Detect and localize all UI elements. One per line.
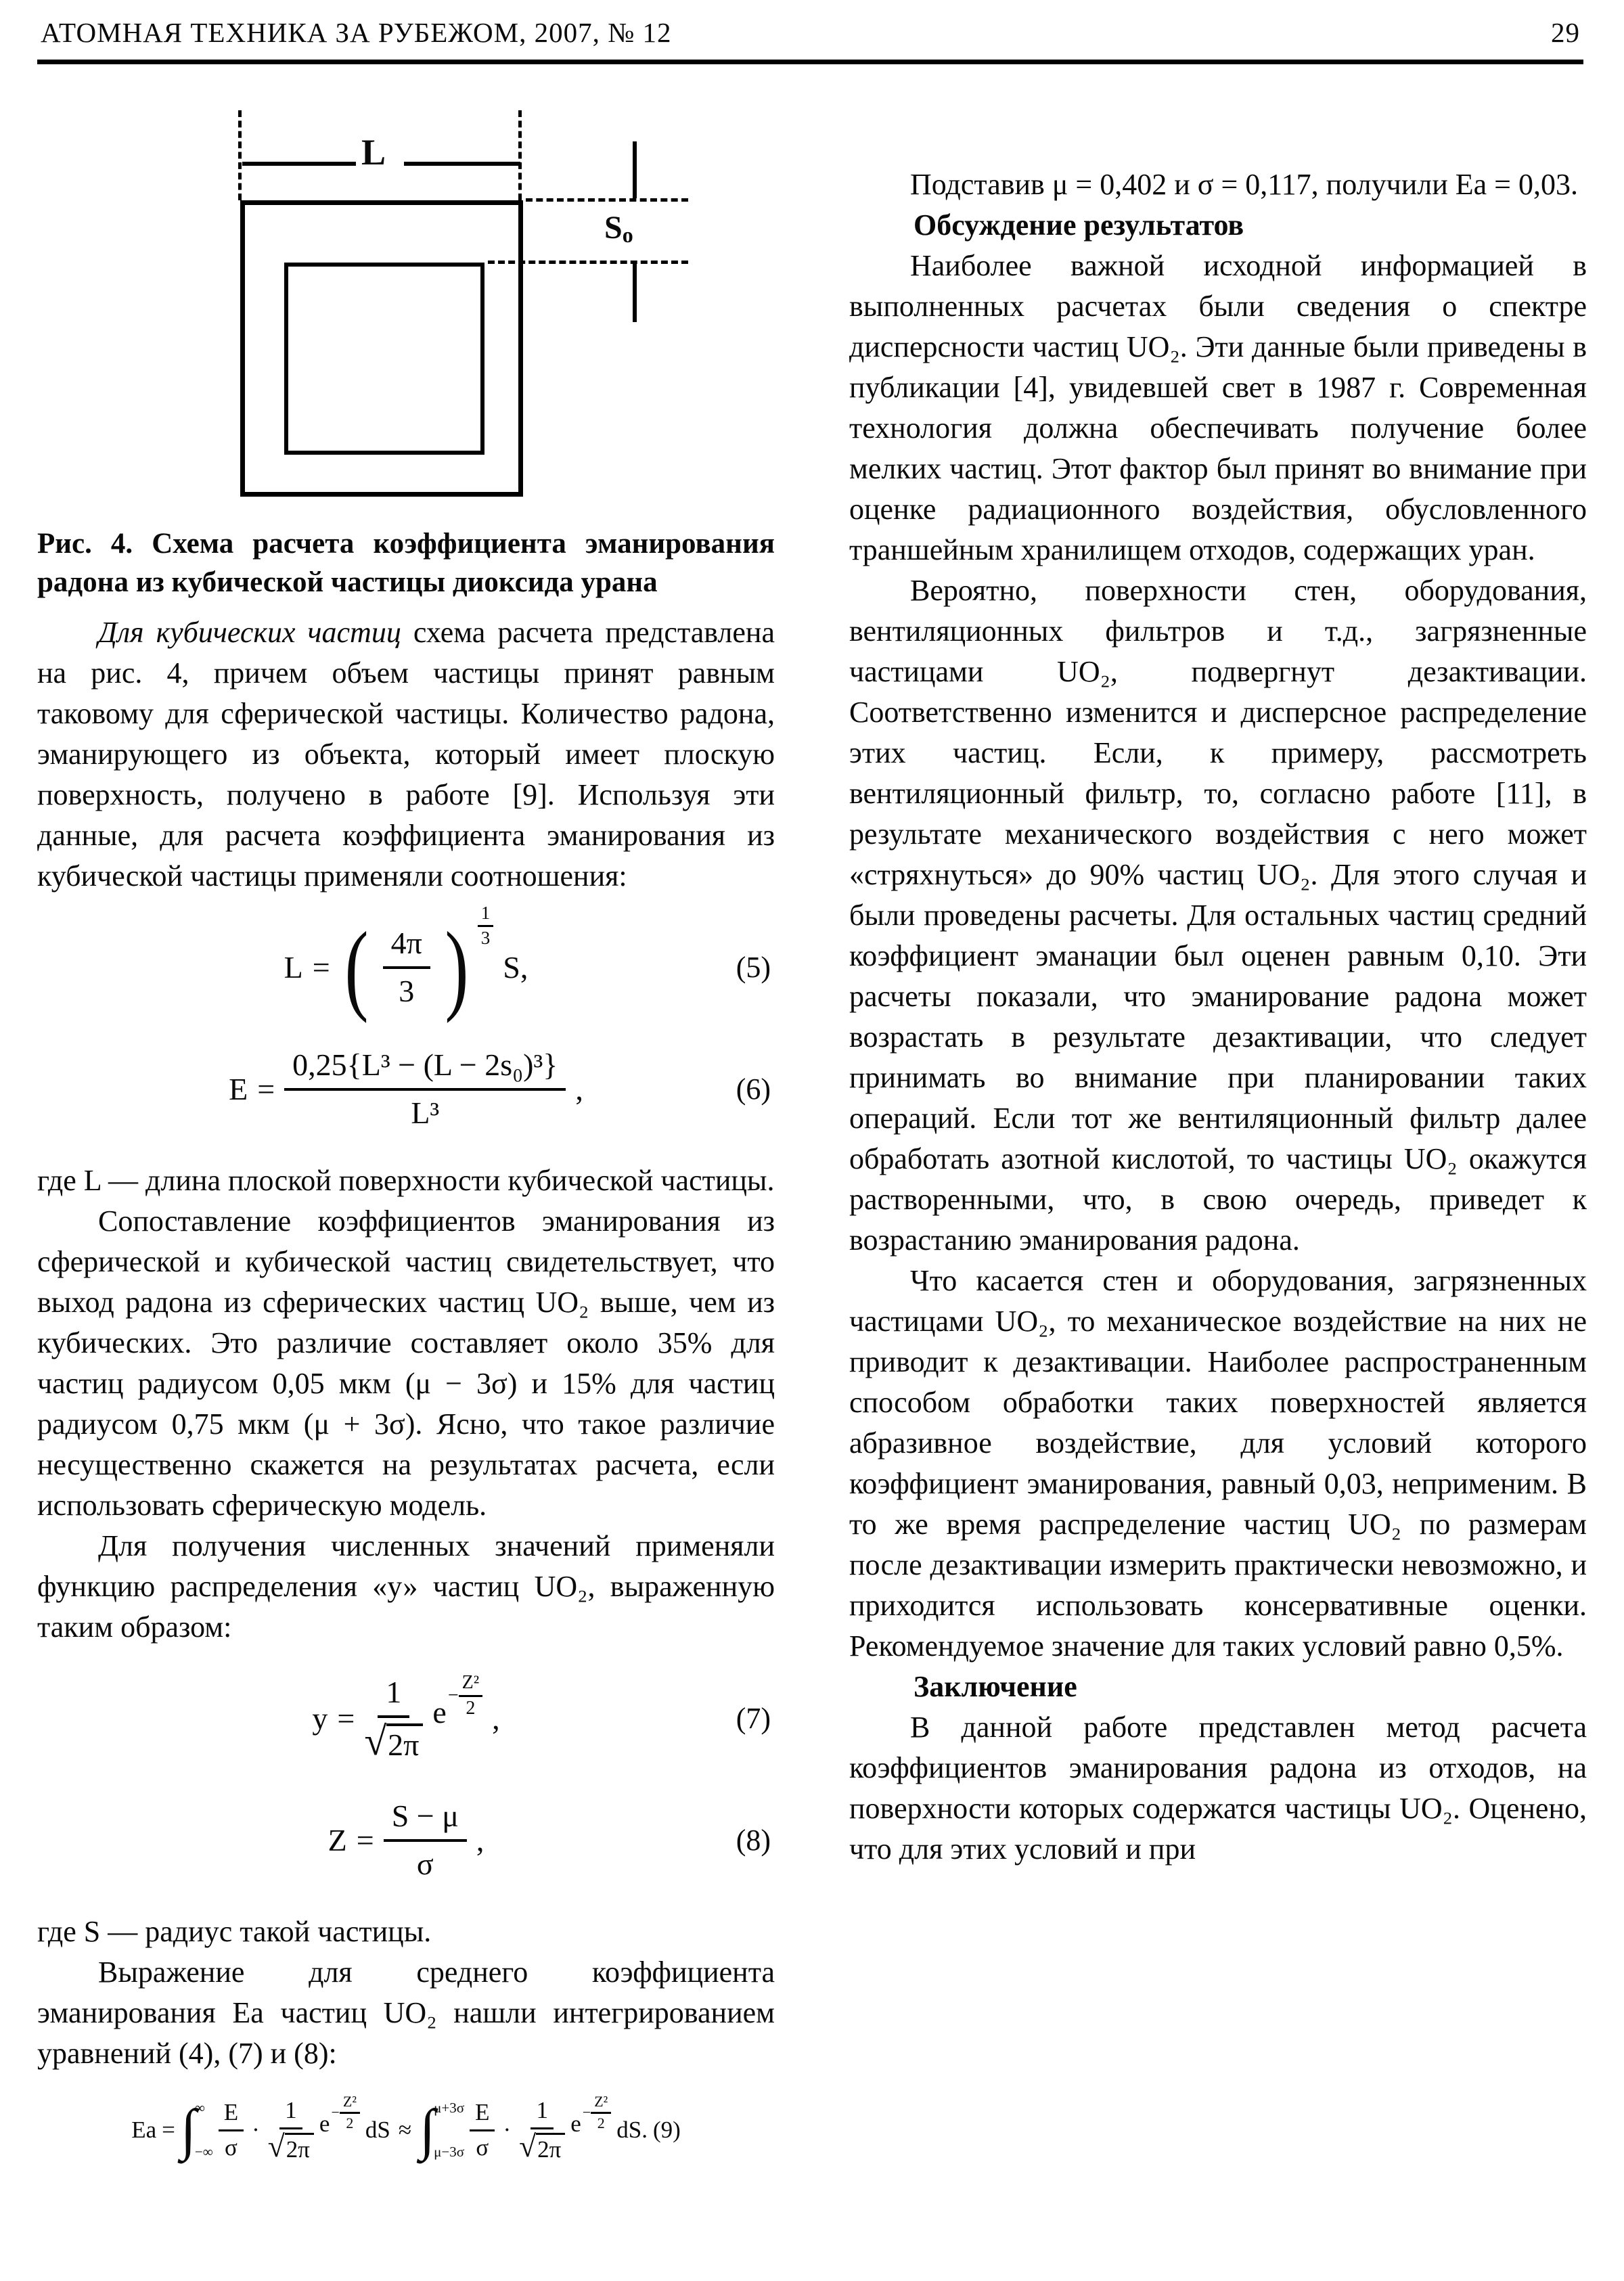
paragraph: Для кубических частиц схема расчета представлена на рис. 4, причем объем частицы принят равным таковому для сферической частицы. Количество радона, эманирующего из объекта, который имеет плоскую поверхность, получено в работе [9]. Используя эти данные, для расчета коэффициента эманирования из кубической частицы применяли соотношения: [37, 616, 775, 893]
equation-number: (9) [653, 2116, 681, 2143]
paragraph: Сопоставление коэффициентов эманирования из сферической и кубической частиц свидетельствует, что выход радона из сферических частиц UO₂ выше, чем из кубических. Это различие составляет около 35% для частиц радиусом 0,05 мкм (μ − 3σ) и 15% для частиц радиусом 0,75 мкм (μ + 3σ). Ясно, что такое различие несущественно скажется на результатах расчета, если использовать сферическую модель. [37, 1204, 775, 1522]
formula-9: Ea = ∫ ∞ −∞ $\frac{E}{\sigma}$ · 1 √ 2π e − $\frac{\text{Z²}}{2}$ dS ≈ ∫ μ+3σ μ−3σ $\frac{E}{\sigma}$ · 1 √ 2π e − $\frac{\text{Z²}}{2}$ dS. (9) [131, 2093, 681, 2163]
fraction: 1 √ 2π [364, 1675, 423, 1762]
integral: ∫ ∞ −∞ [180, 2098, 213, 2162]
exponent-fraction: 1 3 [478, 903, 494, 948]
fraction: 1 √ 2π [268, 2098, 314, 2163]
page-number: 29 [1551, 17, 1580, 48]
figure-caption: Рис. 4. Схема расчета коэффициента эманирования радона из кубической частицы диоксида урана [37, 528, 775, 598]
dimension-label-L: L [361, 132, 386, 173]
square-root: √ 2π [519, 2133, 565, 2163]
paragraph: Наиболее важной исходной информацией в выполненных расчетах были сведения о спектре дисперсности частиц UO₂. Эти данные были приведены в публикации [4], увидевшей свет в 1987 г. Современная технология должна обеспечивать получение более мелких частиц. Этот фактор был принят во внимание при оценке радиационного воздействия, обусловленного траншейным хранилищем отходов, содержащих уран. [849, 249, 1587, 566]
figure-4-diagram [37, 102, 775, 507]
fraction: $\frac{S - \mu}{\sigma}$ [384, 1799, 467, 1881]
paragraph: Что касается стен и оборудования, загрязненных частицами UO₂, то механическое воздействие на них не приводит к дезактивации. Наиболее распространенным способом обработки таких поверхностей является абразивное воздействие, для условий которого коэффициент эманирования, равный 0,03, неприменим. В то же время распределение частиц UO₂ по размерам после дезактивации измерить практически невозможно, и приходится использовать консервативные оценки. Рекомендуемое значение для таких условий равно 0,5%. [849, 1264, 1587, 1663]
dimension-line-right [404, 162, 520, 166]
paragraph: Вероятно, поверхности стен, оборудования, вентиляционных фильтров и т.д., загрязненные частицами UO₂, подвергнут дезактивации. Соответственно изменится и дисперсное распределение этих частиц. Если, к примеру, рассмотреть вентиляционный фильтр, то, согласно работе [11], в результате механического воздействия с него может «стряхнуться» до 90% частиц UO₂. Для этого случая и были проведены расчеты. Для остальных частиц средний коэффициент эманации был оценен равным 0,10. Эти расчеты показали, что эманирование радона может возрастать в результате дезактивации, что следует принимать во внимание при планировании таких операций. Если тот же вентиляционный фильтр далее обработать азотной кислотой, то частицы UO₂ окажутся растворенными, что, в свою очередь, приведет к возрастанию эманирования радона. [849, 574, 1587, 1257]
fraction: $\frac{4\pi}{3}$ [383, 926, 430, 1008]
exponential: e − $\frac{\text{Z²}}{2}$ [432, 1696, 482, 1742]
page-header [37, 0, 1583, 64]
section-heading-conclusion: Заключение [914, 1670, 1077, 1703]
paragraph-lead-italic: Для кубических частиц [98, 616, 401, 649]
formula-8: Z = $\frac{S - \mu}{\sigma}$ , (8) [328, 1799, 771, 1881]
extension-line-right [518, 110, 522, 200]
extension-line-left [238, 110, 242, 200]
paragraph: В данной работе представлен метод расчета коэффициентов эманирования радона из отходов, на поверхности которых содержатся частицы UO₂. Оценено, что для этих условий и при [849, 1711, 1587, 1866]
fraction: $\frac{\text{0,25\{L³ − (L − 2s₀)³\}}}{\text{L³}}$ [284, 1048, 566, 1130]
where-clause: где L — длина плоской поверхности кубической частицы. [37, 1164, 775, 1197]
equation-number: (8) [736, 1824, 771, 1857]
integral-sign: ∫ [420, 2098, 436, 2162]
equation-number: (5) [736, 951, 771, 984]
paragraph: Подставив μ = 0,402 и σ = 0,117, получили Ea = 0,03. [910, 168, 1578, 201]
journal-title: АТОМНАЯ ТЕХНИКА ЗА РУБЕЖОМ, 2007, № 12 [41, 17, 672, 48]
paragraph: Для получения численных значений применяли функцию распределения «у» частиц UO₂, выраженную таким образом: [37, 1529, 775, 1644]
integral-sign: ∫ [180, 2098, 196, 2162]
fraction: $\frac{E}{\sigma}$ [219, 2100, 244, 2161]
formula-7: y = 1 √ 2π e − $\frac{\text{Z²}}{2}$ , (7) [312, 1671, 771, 1763]
offset-tick-lower [633, 264, 637, 322]
equation-number: (7) [736, 1702, 771, 1735]
formula-6: E = $\frac{\text{0,25\{L³ − (L − 2s₀)³\}}}{\text{L³}}$ , (6) [229, 1047, 771, 1130]
equation-number: (6) [736, 1072, 771, 1106]
square-root: √ 2π [268, 2133, 314, 2163]
open-paren: ( [344, 911, 369, 1024]
section-heading-discussion: Обсуждение результатов [914, 208, 1244, 242]
exponential: e − $\frac{\text{Z²}}{2}$ [319, 2111, 360, 2148]
where-clause: где S — радиус такой частицы. [37, 1915, 432, 1948]
offset-extension-bottom [488, 261, 688, 264]
right-column [849, 64, 1587, 2174]
fraction: 1 √ 2π [519, 2098, 565, 2163]
formula-5: L = ( $\frac{4\pi}{3}$ ) 1 3 S, (5) [284, 902, 771, 1024]
exponential: e − $\frac{\text{Z²}}{2}$ [570, 2111, 611, 2148]
fraction: $\frac{E}{\sigma}$ [470, 2100, 495, 2161]
integral: ∫ μ+3σ μ−3σ [420, 2098, 465, 2162]
offset-tick-upper [633, 141, 637, 198]
paragraph: Выражение для среднего коэффициента эманирования Ea частиц UO₂ нашли интегрированием уравнений (4), (7) и (8): [37, 1956, 775, 2070]
left-column [37, 64, 775, 2174]
dimension-line-left [242, 162, 356, 166]
offset-label-s0: So [604, 210, 633, 247]
close-paren: ) [445, 911, 469, 1024]
offset-extension-top [526, 198, 688, 202]
square-root: √ 2π [364, 1723, 423, 1763]
inner-square [284, 263, 484, 455]
